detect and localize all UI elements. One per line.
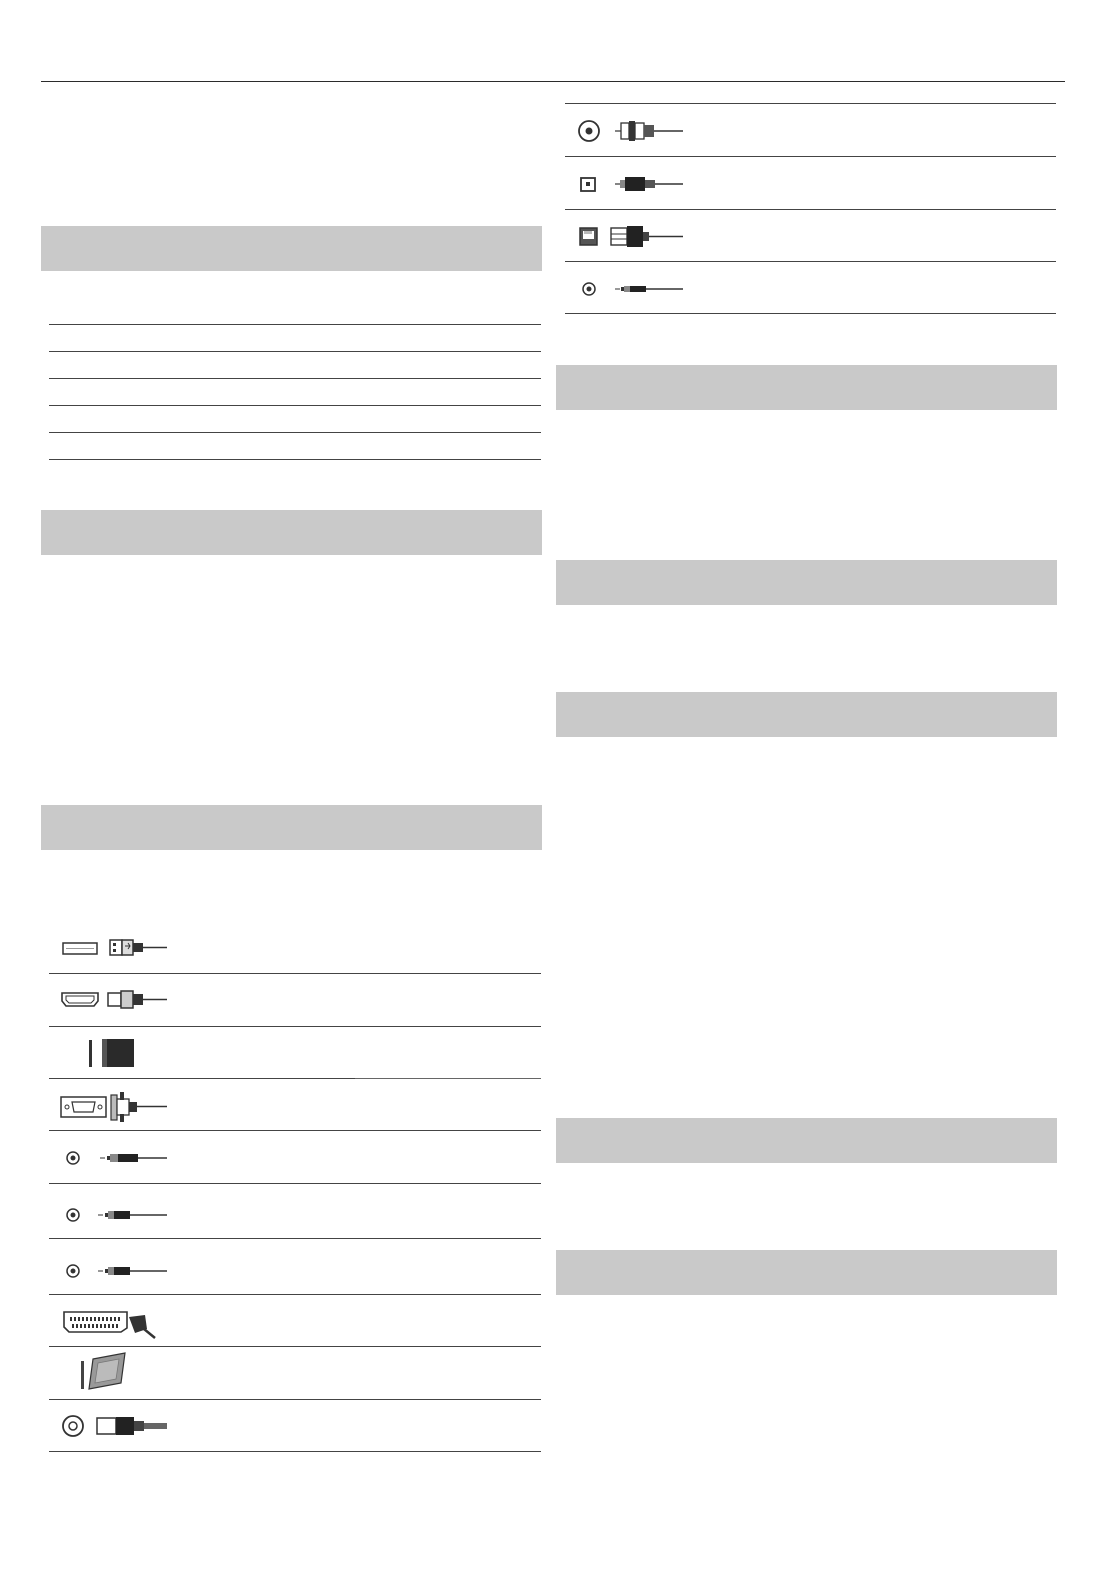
usb-port-icon xyxy=(49,922,249,974)
vga-port-icon xyxy=(49,1079,249,1131)
coaxial-audio-port-icon xyxy=(565,104,765,156)
av-jack-icon xyxy=(49,1131,249,1183)
connector-row-scart xyxy=(49,1295,541,1347)
connector-row-vga xyxy=(49,1079,541,1131)
row-divider xyxy=(49,1451,541,1452)
optical-audio-port-icon xyxy=(565,157,765,209)
connector-row-av xyxy=(49,1245,541,1297)
av-jack-icon xyxy=(49,1245,249,1297)
rf-antenna-port-icon xyxy=(49,1400,249,1452)
section-header-band xyxy=(556,1118,1057,1163)
sd-card-slot-icon xyxy=(49,1027,249,1079)
hdmi-port-icon xyxy=(49,974,249,1026)
row-divider xyxy=(49,1238,541,1239)
section-header-band xyxy=(556,365,1057,410)
table-row-divider xyxy=(49,405,541,406)
section-header-band xyxy=(556,692,1057,737)
table-row-divider xyxy=(49,324,541,325)
table-row-divider xyxy=(49,459,541,460)
connector-row-sd-card xyxy=(49,1027,541,1079)
connector-row-headphone xyxy=(565,262,1056,314)
connector-row-coaxial xyxy=(565,104,1056,156)
page-top-rule xyxy=(41,81,1065,82)
lan-port-icon xyxy=(565,210,765,262)
table-row-divider xyxy=(49,378,541,379)
ci-slot-icon xyxy=(49,1347,249,1399)
section-header-band xyxy=(41,510,542,555)
connector-row-optical xyxy=(565,157,1056,209)
row-divider xyxy=(565,313,1056,314)
connector-row-hdmi xyxy=(49,974,541,1026)
connector-row-ci-slot xyxy=(49,1347,541,1399)
scart-port-icon xyxy=(49,1295,249,1347)
section-header-band xyxy=(41,226,542,271)
row-divider xyxy=(49,1183,541,1184)
connector-row-usb xyxy=(49,922,541,974)
table-row-divider xyxy=(49,432,541,433)
section-header-band xyxy=(556,560,1057,605)
section-header-band xyxy=(556,1250,1057,1295)
connector-row-av xyxy=(49,1189,541,1241)
connector-row-rf xyxy=(49,1400,541,1452)
connector-row-av xyxy=(49,1131,541,1183)
av-jack-icon xyxy=(49,1189,249,1241)
table-row-divider xyxy=(49,351,541,352)
headphone-jack-icon xyxy=(565,262,765,314)
section-header-band xyxy=(41,805,542,850)
connector-row-lan xyxy=(565,210,1056,262)
